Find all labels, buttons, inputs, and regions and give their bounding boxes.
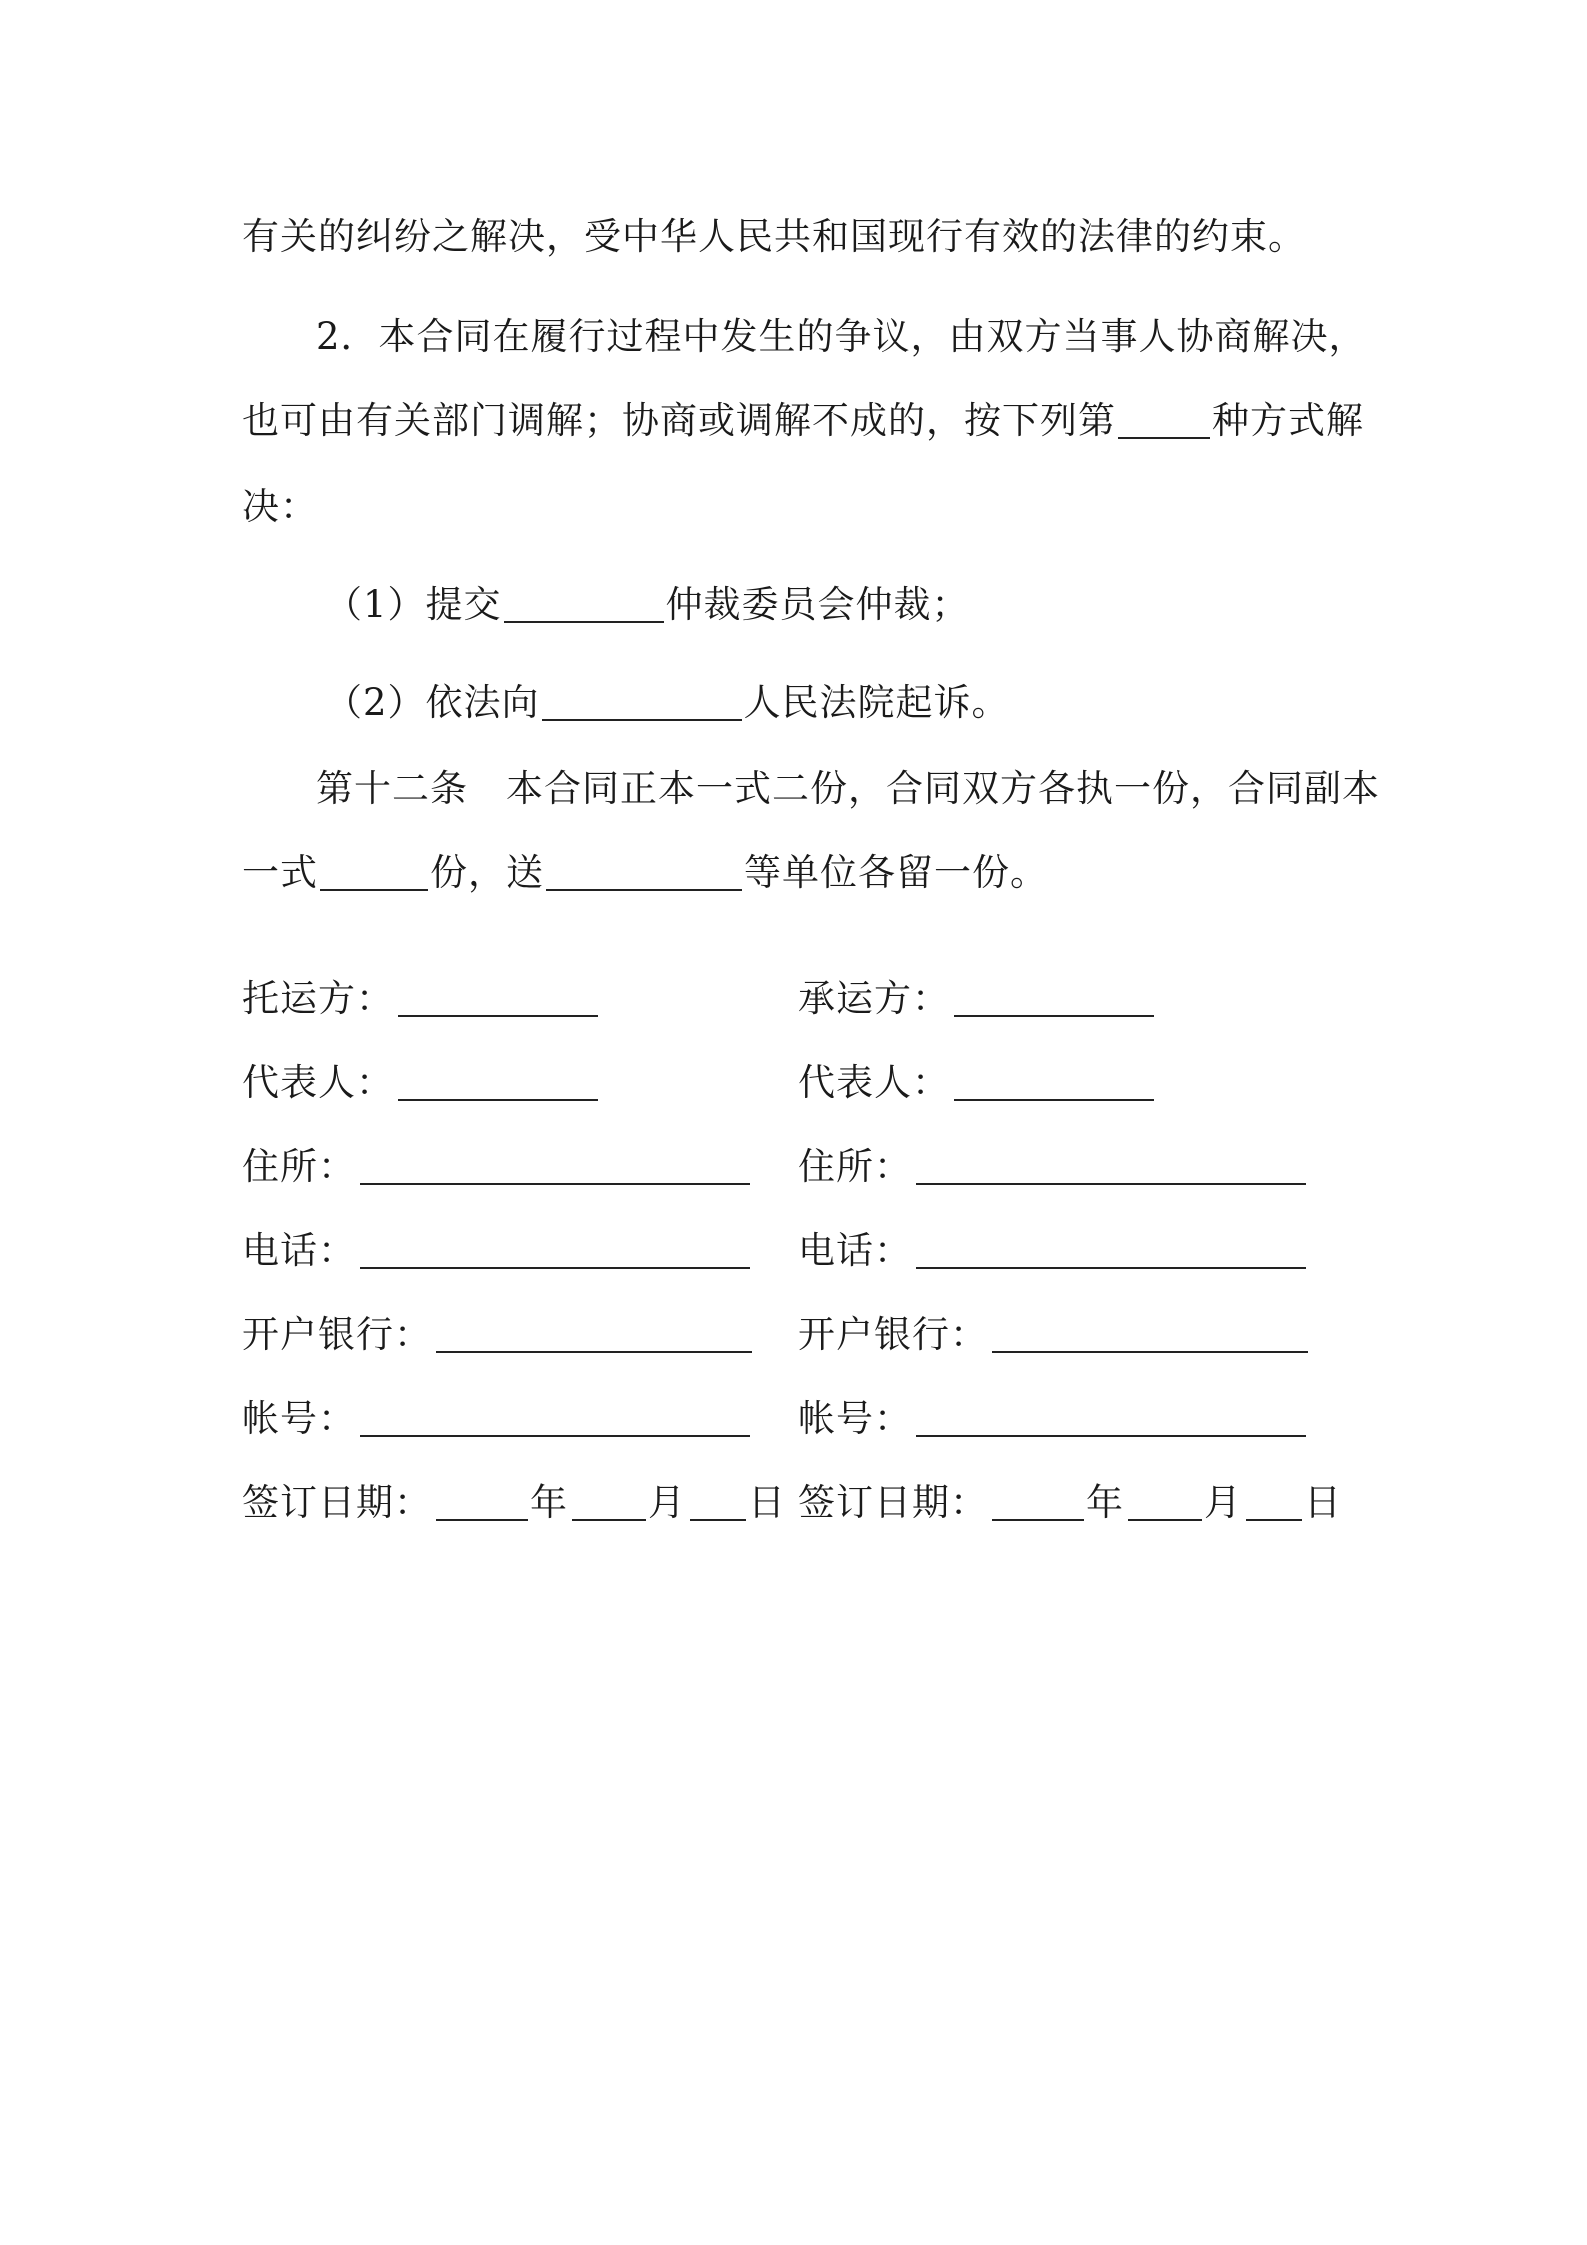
sig-right-party [798, 974, 1156, 1024]
sig-right-account [798, 1394, 1308, 1444]
paragraph-dispute-line1 [316, 312, 1367, 362]
text-line: 决： [242, 485, 318, 528]
text-line: 也可由有关部门调解；协商或调解不成的，按下列第 [242, 399, 1116, 442]
field-label: 帐号： [242, 1397, 356, 1440]
date-unit: 日 [1304, 1481, 1342, 1524]
carrier-month-field[interactable] [1128, 1485, 1202, 1521]
option-arbitration [325, 580, 970, 630]
sig-left-address [242, 1142, 752, 1192]
date-unit: 月 [1204, 1481, 1242, 1524]
sig-left-bank [242, 1310, 754, 1360]
carrier-rep-field[interactable] [954, 1065, 1154, 1101]
blank-field-units[interactable] [546, 855, 742, 891]
text-line: 有关的纠纷之解决，受中华人民共和国现行有效的法律的约束。 [242, 215, 1306, 258]
carrier-year-field[interactable] [992, 1485, 1084, 1521]
sig-right-date [798, 1478, 1342, 1528]
carrier-bank-field[interactable] [992, 1317, 1308, 1353]
option-court [325, 678, 1010, 728]
paragraph-dispute-line3 [242, 482, 318, 532]
field-label: 帐号： [798, 1397, 912, 1440]
sig-left-rep [242, 1058, 600, 1108]
text-segment: 一式 [242, 851, 318, 894]
text-line: 种方式解 [1212, 399, 1364, 442]
field-label: 托运方： [242, 977, 394, 1020]
shipper-field[interactable] [398, 981, 598, 1017]
field-label: 住所： [798, 1145, 912, 1188]
shipper-month-field[interactable] [572, 1485, 646, 1521]
field-label: 开户银行： [798, 1313, 988, 1356]
option-text: 人民法院起诉。 [743, 681, 1010, 724]
date-unit: 年 [1086, 1481, 1124, 1524]
shipper-phone-field[interactable] [360, 1233, 750, 1269]
option-text: 仲裁委员会仲裁； [665, 583, 970, 626]
shipper-address-field[interactable] [360, 1149, 750, 1185]
carrier-phone-field[interactable] [916, 1233, 1306, 1269]
carrier-field[interactable] [954, 981, 1154, 1017]
sig-right-address [798, 1142, 1308, 1192]
blank-field-arbitration[interactable] [504, 587, 664, 623]
shipper-rep-field[interactable] [398, 1065, 598, 1101]
field-label: 电话： [242, 1229, 356, 1272]
sig-left-phone [242, 1226, 752, 1276]
shipper-account-field[interactable] [360, 1401, 750, 1437]
shipper-year-field[interactable] [436, 1485, 528, 1521]
text-line: 2．本合同在履行过程中发生的争议，由双方当事人协商解决， [316, 315, 1367, 358]
article-12-line1 [316, 764, 1380, 814]
field-label: 开户银行： [242, 1313, 432, 1356]
sig-left-date [242, 1478, 786, 1528]
field-label: 承运方： [798, 977, 950, 1020]
option-label: （1）提交 [325, 583, 502, 626]
sig-right-bank [798, 1310, 1310, 1360]
carrier-day-field[interactable] [1246, 1485, 1302, 1521]
paragraph-dispute-line2 [242, 396, 1364, 446]
article-12-line2 [242, 848, 1048, 898]
text-segment: 份，送 [430, 851, 544, 894]
date-unit: 日 [748, 1481, 786, 1524]
field-label: 签订日期： [798, 1481, 988, 1524]
field-label: 代表人： [798, 1061, 950, 1104]
text-line: 第十二条 本合同正本一式二份，合同双方各执一份，合同副本 [316, 767, 1380, 810]
sig-right-rep [798, 1058, 1156, 1108]
blank-field-copies[interactable] [320, 855, 428, 891]
date-unit: 月 [648, 1481, 686, 1524]
option-label: （2）依法向 [325, 681, 540, 724]
shipper-bank-field[interactable] [436, 1317, 752, 1353]
shipper-day-field[interactable] [690, 1485, 746, 1521]
field-label: 签订日期： [242, 1481, 432, 1524]
blank-field-court[interactable] [542, 685, 742, 721]
field-label: 电话： [798, 1229, 912, 1272]
date-unit: 年 [530, 1481, 568, 1524]
text-segment: 等单位各留一份。 [744, 851, 1048, 894]
field-label: 代表人： [242, 1061, 394, 1104]
sig-left-account [242, 1394, 752, 1444]
carrier-address-field[interactable] [916, 1149, 1306, 1185]
sig-left-party [242, 974, 600, 1024]
blank-field-method[interactable] [1118, 403, 1210, 439]
field-label: 住所： [242, 1145, 356, 1188]
carrier-account-field[interactable] [916, 1401, 1306, 1437]
sig-right-phone [798, 1226, 1308, 1276]
paragraph-law-clause [242, 212, 1306, 262]
